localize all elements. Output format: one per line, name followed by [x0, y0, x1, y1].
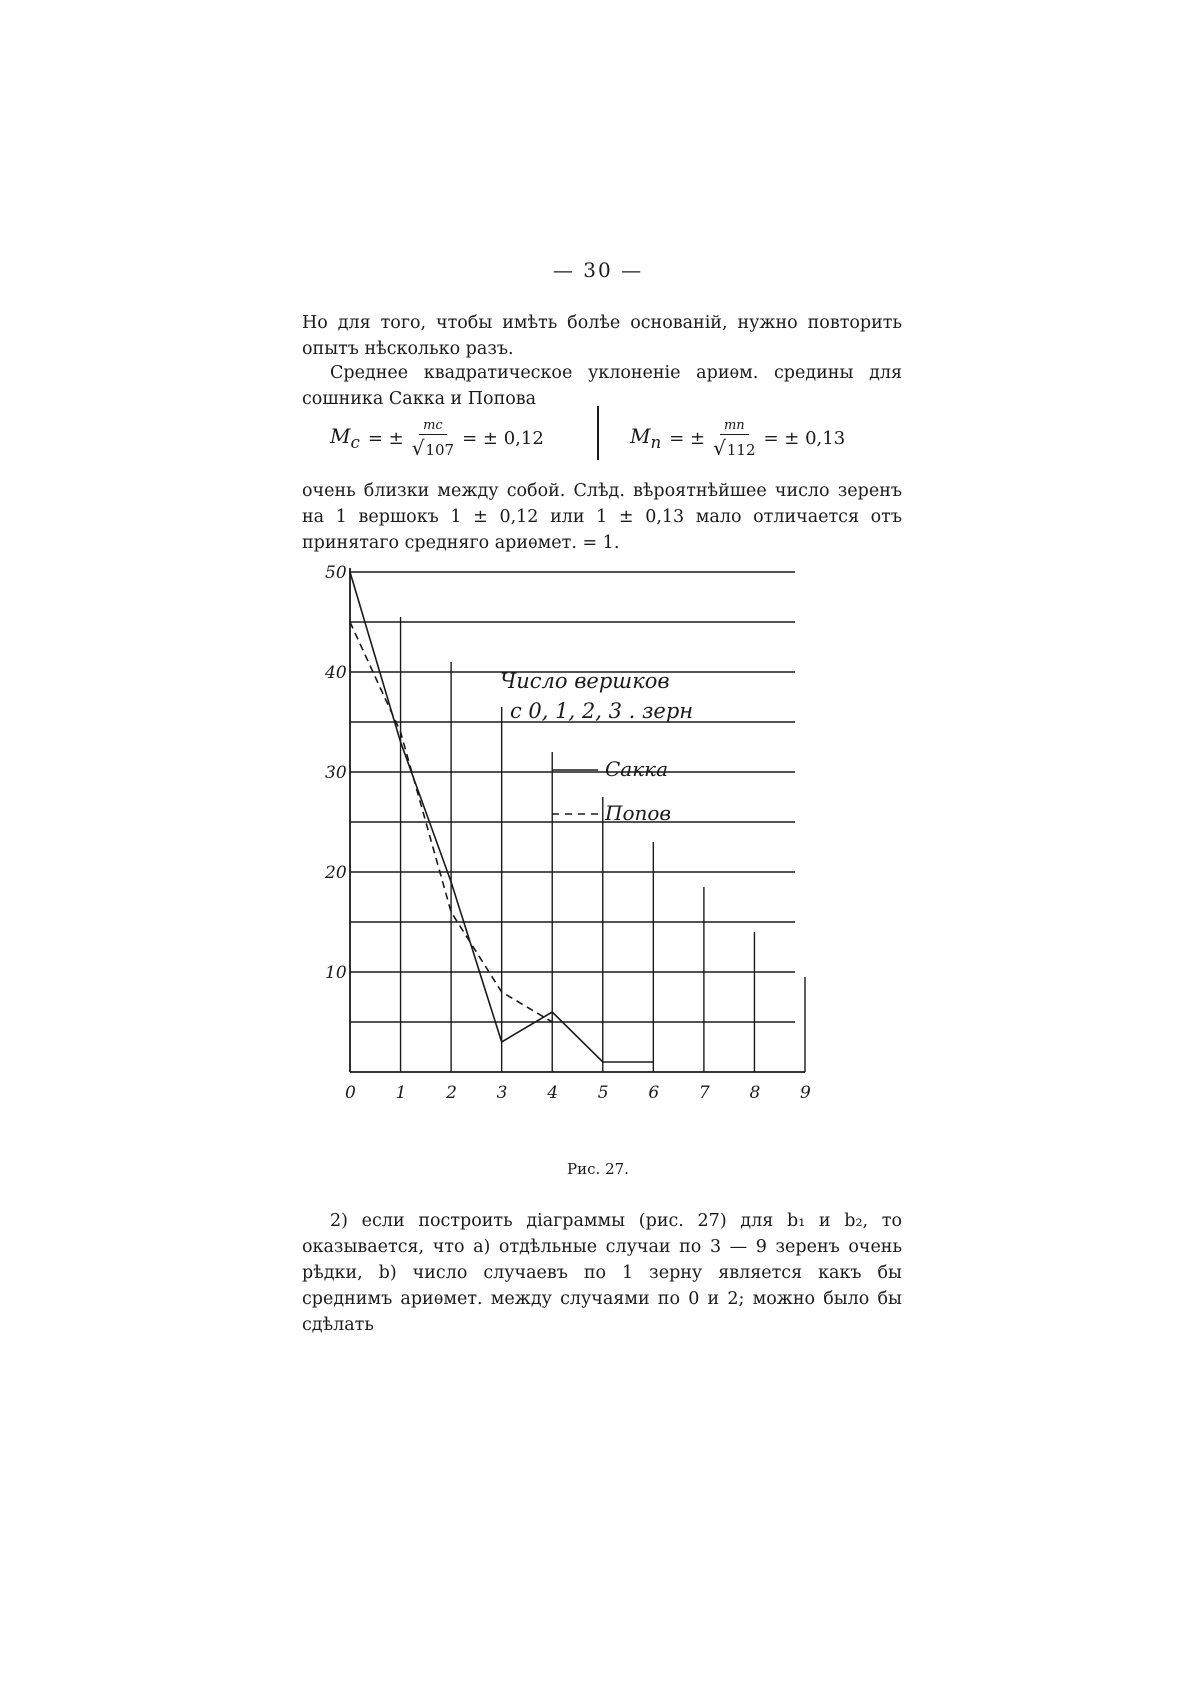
page-number: — 30 —: [552, 258, 644, 282]
x-tick-label: 2: [446, 1083, 457, 1103]
formula-popova: [630, 412, 845, 464]
formula-fraction: [713, 419, 755, 458]
formula-denominator: √ 107: [412, 435, 454, 458]
formula-pm: = ±: [669, 427, 706, 449]
y-tick-label: 20: [325, 863, 347, 883]
x-tick-label: 8: [749, 1083, 761, 1103]
formula-fraction: [412, 419, 454, 458]
formula-result: = ± 0,13: [763, 427, 846, 449]
chart-svg: [325, 550, 900, 1130]
paragraph-1: Но для того, чтобы имѣть болѣе основаній, нужно повторить опытъ нѣсколько разъ.: [302, 313, 902, 359]
chart-annotation: Число вершков: [500, 669, 670, 693]
paragraph-3: очень близки между собой. Слѣд. вѣроятнѣйшее число зеренъ на 1 вершокъ 1 ± 0,12 или 1 ± 0,13 мало отличается отъ принятаго средняго ариѳмет. = 1.: [302, 481, 902, 553]
formula-sakka: [330, 412, 544, 464]
x-tick-label: 7: [698, 1083, 710, 1103]
x-tick-label: 0: [345, 1083, 356, 1103]
formula-result: = ± 0,12: [462, 427, 544, 449]
y-tick-label: 10: [325, 963, 347, 983]
data-point: [349, 571, 351, 573]
formula-row: [330, 412, 890, 464]
chart-annotation: с 0, 1, 2, 3 . зерн: [510, 699, 694, 723]
x-tick-label: 5: [597, 1083, 609, 1103]
data-point: [450, 881, 452, 883]
formula-symbol: $M_n$: [630, 424, 662, 452]
formula-symbol: $M_c$: [330, 424, 360, 452]
formula-numerator: mc: [419, 419, 447, 435]
y-tick-label: 50: [325, 563, 347, 583]
y-tick-label: 30: [325, 763, 347, 783]
figure-27: [325, 550, 900, 1130]
formula-numerator: mn: [720, 419, 749, 435]
paragraph-2: Среднее квадратическое уклоненіе ариѳм. средины для сошника Сакка и Попова: [302, 363, 902, 409]
data-point: [400, 741, 402, 743]
figure-caption: Рис. 27.: [567, 1160, 629, 1178]
formula-divider: [597, 406, 599, 460]
formula-denominator: √ 112: [713, 435, 755, 458]
legend-label: Сакка: [605, 757, 669, 781]
data-point: [349, 621, 351, 623]
data-point: [400, 731, 402, 733]
y-tick-label: 40: [325, 663, 347, 683]
x-tick-label: 1: [395, 1083, 407, 1103]
data-point: [501, 991, 503, 993]
data-point: [551, 1011, 553, 1013]
formula-pm: = ±: [367, 427, 404, 449]
data-point: [602, 1061, 604, 1063]
x-tick-label: 6: [648, 1083, 660, 1103]
x-tick-label: 3: [496, 1083, 508, 1103]
data-point: [653, 1061, 655, 1063]
paragraph-4: 2) если построить діаграммы (рис. 27) для b₁ и b₂, то оказывается, что а) отдѣльные случаи по 3 — 9 зеренъ очень рѣдки, b) число случаевъ по 1 зерну является какъ бы среднимъ ариѳмет. между случаями по 0 и 2; можно было бы сдѣлать: [302, 1211, 902, 1335]
x-tick-label: 4: [547, 1083, 559, 1103]
data-point: [450, 911, 452, 913]
legend-label: Попов: [605, 801, 672, 825]
x-tick-label: 9: [800, 1083, 811, 1103]
data-point: [501, 1041, 503, 1043]
data-point: [551, 1021, 553, 1023]
